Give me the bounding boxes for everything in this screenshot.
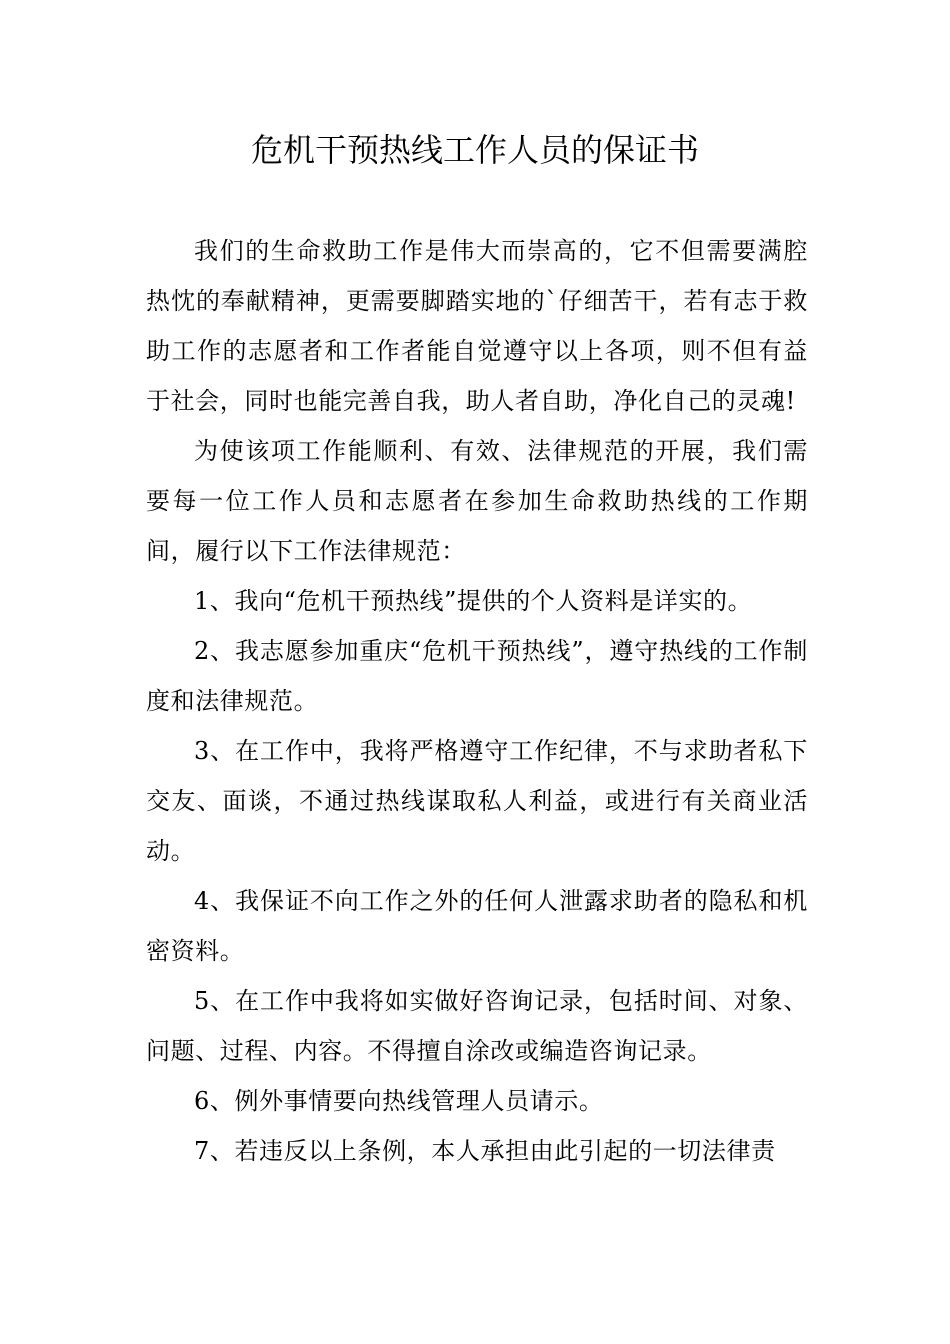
paragraph-item-7: 7、若违反以上条例，本人承担由此引起的一切法律责 xyxy=(194,1137,776,1165)
paragraph-item-6: 6、例外事情要向热线管理人员请示。 xyxy=(194,1087,604,1115)
paragraph-intro: 我们的生命救助工作是伟大而崇高的，它不但需要满腔热忱的奉献精神，更需要脚踏实地的`仔细苦干，若有志于救助工作的志愿者和工作者能自觉遵守以上各项，则不但有益于社会，同时也能完善自我，助人者自助，净化自己的灵魂! xyxy=(146,237,808,415)
paragraph-item-2: 2、我志愿参加重庆“危机干预热线”，遵守热线的工作制度和法律规范。 xyxy=(146,637,808,715)
document-body xyxy=(146,226,808,1176)
paragraph-item-4: 4、我保证不向工作之外的任何人泄露求助者的隐私和机密资料。 xyxy=(146,887,808,965)
paragraph-item-5: 5、在工作中我将如实做好咨询记录，包括时间、对象、问题、过程、内容。不得擅自涂改或编造咨询记录。 xyxy=(146,987,808,1065)
paragraph-item-1: 1、我向“危机干预热线”提供的个人资料是详实的。 xyxy=(194,587,753,615)
document-title: 危机干预热线工作人员的保证书 xyxy=(250,131,699,169)
paragraph-purpose: 为使该项工作能顺利、有效、法律规范的开展，我们需要每一位工作人员和志愿者在参加生命救助热线的工作期间，履行以下工作法律规范： xyxy=(146,437,808,565)
paragraph-item-3: 3、在工作中，我将严格遵守工作纪律，不与求助者私下交友、面谈，不通过热线谋取私人利益，或进行有关商业活动。 xyxy=(146,737,808,865)
